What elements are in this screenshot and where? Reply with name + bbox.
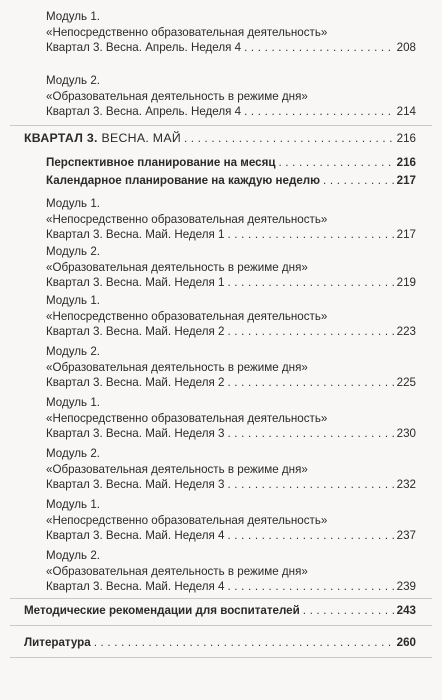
divider bbox=[10, 657, 432, 658]
page-number: 217 bbox=[396, 174, 416, 187]
toc-entry[interactable] bbox=[46, 497, 416, 544]
leader-dots bbox=[244, 104, 394, 120]
week-label: Квартал 3. Весна. Май. Неделя 2 bbox=[46, 376, 225, 390]
module-label: Модуль 2. bbox=[46, 447, 100, 460]
leader-dots bbox=[227, 324, 393, 340]
leader-dots bbox=[278, 155, 393, 171]
page-number: 243 bbox=[396, 604, 416, 617]
page-number: 223 bbox=[396, 325, 416, 339]
page-number: 216 bbox=[396, 132, 416, 145]
subsection-title: Литература bbox=[24, 636, 91, 649]
week-label: Квартал 3. Весна. Май. Неделя 2 bbox=[46, 325, 225, 339]
page-number: 216 bbox=[396, 156, 416, 169]
leader-dots bbox=[227, 375, 393, 391]
toc-entry[interactable] bbox=[46, 344, 416, 391]
week-label: Квартал 3. Весна. Апрель. Неделя 4 bbox=[46, 105, 242, 119]
toc-entry[interactable] bbox=[46, 293, 416, 340]
module-label: Модуль 2. bbox=[46, 549, 100, 562]
module-title: «Непосредственно образовательная деятельность» bbox=[46, 25, 328, 39]
leader-dots bbox=[227, 528, 393, 544]
subsection-title: Методические рекомендации для воспитателей bbox=[24, 604, 300, 617]
module-label: Модуль 2. bbox=[46, 245, 100, 258]
week-label: Квартал 3. Весна. Май. Неделя 3 bbox=[46, 427, 225, 441]
page-number: 217 bbox=[396, 228, 416, 242]
divider bbox=[10, 598, 432, 599]
toc-section[interactable] bbox=[24, 131, 416, 147]
toc-subsection[interactable] bbox=[24, 603, 416, 619]
subsection-title: Перспективное планирование на месяц bbox=[46, 156, 276, 169]
module-title: «Непосредственно образовательная деятельность» bbox=[46, 212, 328, 226]
module-label: Модуль 2. bbox=[46, 74, 100, 87]
leader-dots bbox=[303, 603, 394, 619]
leader-dots bbox=[227, 477, 393, 493]
toc-subsection[interactable] bbox=[46, 173, 416, 189]
module-title: «Образовательная деятельность в режиме дня» bbox=[46, 360, 308, 374]
leader-dots bbox=[227, 275, 393, 291]
section-title-rest: ВЕСНА. МАЙ bbox=[97, 131, 181, 145]
toc-entry[interactable] bbox=[46, 196, 416, 243]
module-title: «Образовательная деятельность в режиме дня» bbox=[46, 462, 308, 476]
module-title: «Образовательная деятельность в режиме дня» bbox=[46, 564, 308, 578]
week-label: Квартал 3. Весна. Май. Неделя 4 bbox=[46, 529, 225, 543]
module-title: «Образовательная деятельность в режиме дня» bbox=[46, 260, 308, 274]
toc-entry[interactable] bbox=[46, 244, 416, 291]
module-title: «Образовательная деятельность в режиме дня» bbox=[46, 89, 308, 103]
page-number: 214 bbox=[396, 105, 416, 119]
toc-subsection[interactable] bbox=[24, 635, 416, 651]
page-number: 208 bbox=[396, 41, 416, 55]
section-title bbox=[24, 131, 181, 147]
toc-entry[interactable] bbox=[46, 446, 416, 493]
page-number: 237 bbox=[396, 529, 416, 543]
week-label: Квартал 3. Весна. Апрель. Неделя 4 bbox=[46, 41, 242, 55]
module-label: Модуль 1. bbox=[46, 197, 100, 210]
toc-entry[interactable] bbox=[46, 548, 416, 595]
leader-dots bbox=[227, 426, 393, 442]
toc-entry[interactable] bbox=[46, 395, 416, 442]
module-title: «Непосредственно образовательная деятельность» bbox=[46, 513, 328, 527]
page-number: 225 bbox=[396, 376, 416, 390]
page-number: 232 bbox=[396, 478, 416, 492]
module-label: Модуль 1. bbox=[46, 294, 100, 307]
leader-dots bbox=[227, 227, 393, 243]
module-label: Модуль 1. bbox=[46, 498, 100, 511]
module-title: «Непосредственно образовательная деятельность» bbox=[46, 309, 328, 323]
week-label: Квартал 3. Весна. Май. Неделя 1 bbox=[46, 228, 225, 242]
section-title-bold: КВАРТАЛ 3. bbox=[24, 131, 98, 145]
divider bbox=[10, 125, 432, 126]
module-label: Модуль 1. bbox=[46, 396, 100, 409]
leader-dots bbox=[323, 173, 394, 189]
toc-entry[interactable] bbox=[46, 73, 416, 120]
subsection-title: Календарное планирование на каждую неделю bbox=[46, 174, 321, 187]
week-label: Квартал 3. Весна. Май. Неделя 4 bbox=[46, 580, 225, 594]
module-title: «Непосредственно образовательная деятельность» bbox=[46, 411, 328, 425]
leader-dots bbox=[227, 579, 393, 595]
divider bbox=[10, 625, 432, 626]
module-label: Модуль 2. bbox=[46, 345, 100, 358]
leader-dots bbox=[94, 635, 394, 651]
leader-dots bbox=[244, 40, 394, 56]
module-label: Модуль 1. bbox=[46, 10, 100, 23]
page-number: 260 bbox=[396, 636, 416, 649]
toc-subsection[interactable] bbox=[46, 155, 416, 171]
toc-entry[interactable] bbox=[46, 9, 416, 56]
leader-dots bbox=[184, 131, 394, 147]
week-label: Квартал 3. Весна. Май. Неделя 1 bbox=[46, 276, 225, 290]
week-label: Квартал 3. Весна. Май. Неделя 3 bbox=[46, 478, 225, 492]
page-number: 219 bbox=[396, 276, 416, 290]
page-number: 239 bbox=[396, 580, 416, 594]
page-number: 230 bbox=[396, 427, 416, 441]
